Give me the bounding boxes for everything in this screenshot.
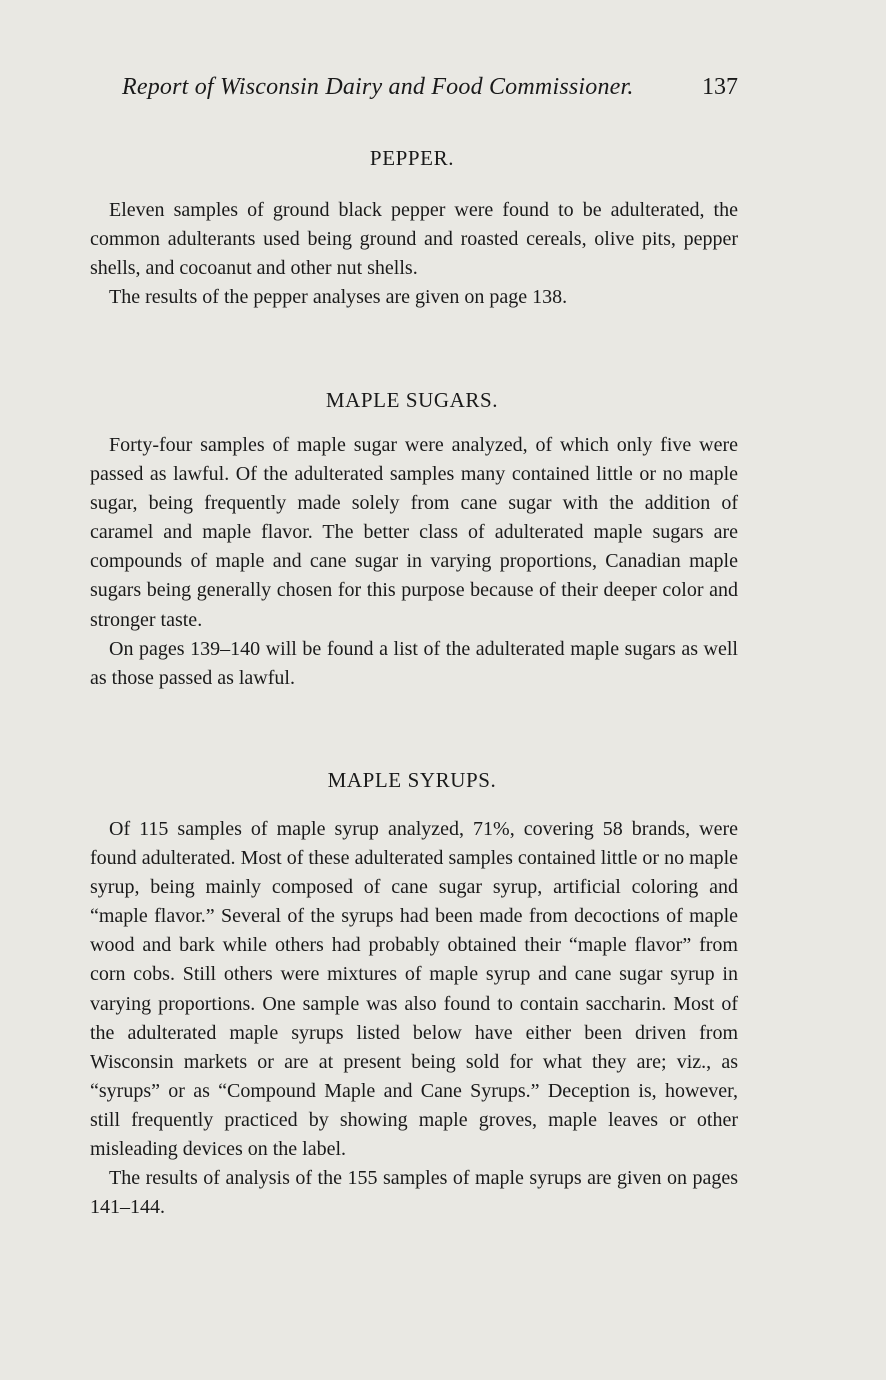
paragraph: Of 115 samples of maple syrup analyzed, 71%, covering 58 brands, were found adulterated. Most of these adulterated samples contained little or no maple syrup, being mainly composed of cane sugar syrup, artificial coloring and “maple flavor.” Several of the syrups had been made from decoctions of maple wood and bark while others had probably obtained their “maple flavor” from corn cobs. Still others were mixtures of maple syrup and cane sugar syrup in varying proportions. One sample was also found to contain saccharin. Most of the adulterated maple syrups listed below have either been driven from Wisconsin markets or are at present being sold for what they are; viz., as “syrups” or as “Compound Maple and Cane Syrups.” Deception is, however, still frequently practiced by showing maple groves, maple leaves or other misleading devices on the label.: [90, 818, 738, 1161]
running-title: Report of Wisconsin Dairy and Food Commissioner.: [122, 74, 634, 100]
paragraph: The results of the pepper analyses are given on page 138.: [109, 286, 568, 309]
section-heading-maple-sugars: MAPLE SUGARS.: [325, 388, 499, 412]
paragraph: Forty-four samples of maple sugar were analyzed, of which only five were passed as lawful. Of the adulterated samples many contained little or no maple sugar, being frequently made solely from cane sugar with the addition of caramel and maple flavor. The better class of adulterated maple sugars are compounds of maple and cane sugar in varying proportions, Canadian maple sugars being generally chosen for this purpose because of their deeper color and stronger taste.: [90, 434, 738, 631]
running-head: [122, 74, 738, 101]
section-heading-pepper: PEPPER.: [369, 146, 455, 170]
section-body-maple-syrups: [90, 815, 738, 1222]
section-heading-maple-syrups: MAPLE SYRUPS.: [327, 768, 497, 792]
paragraph: Eleven samples of ground black pepper were found to be adulterated, the common adulterants used being ground and roasted cereals, olive pits, pepper shells, and cocoanut and other nut shells.: [90, 199, 738, 280]
section-body-maple-sugars: [90, 431, 738, 693]
section-body-pepper: [90, 196, 738, 312]
paragraph: On pages 139–140 will be found a list of the adulterated maple sugars as well as those passed as lawful.: [90, 637, 738, 689]
page-number: 137: [702, 74, 738, 100]
paragraph: The results of analysis of the 155 samples of maple syrups are given on pages 141–144.: [90, 1167, 738, 1219]
